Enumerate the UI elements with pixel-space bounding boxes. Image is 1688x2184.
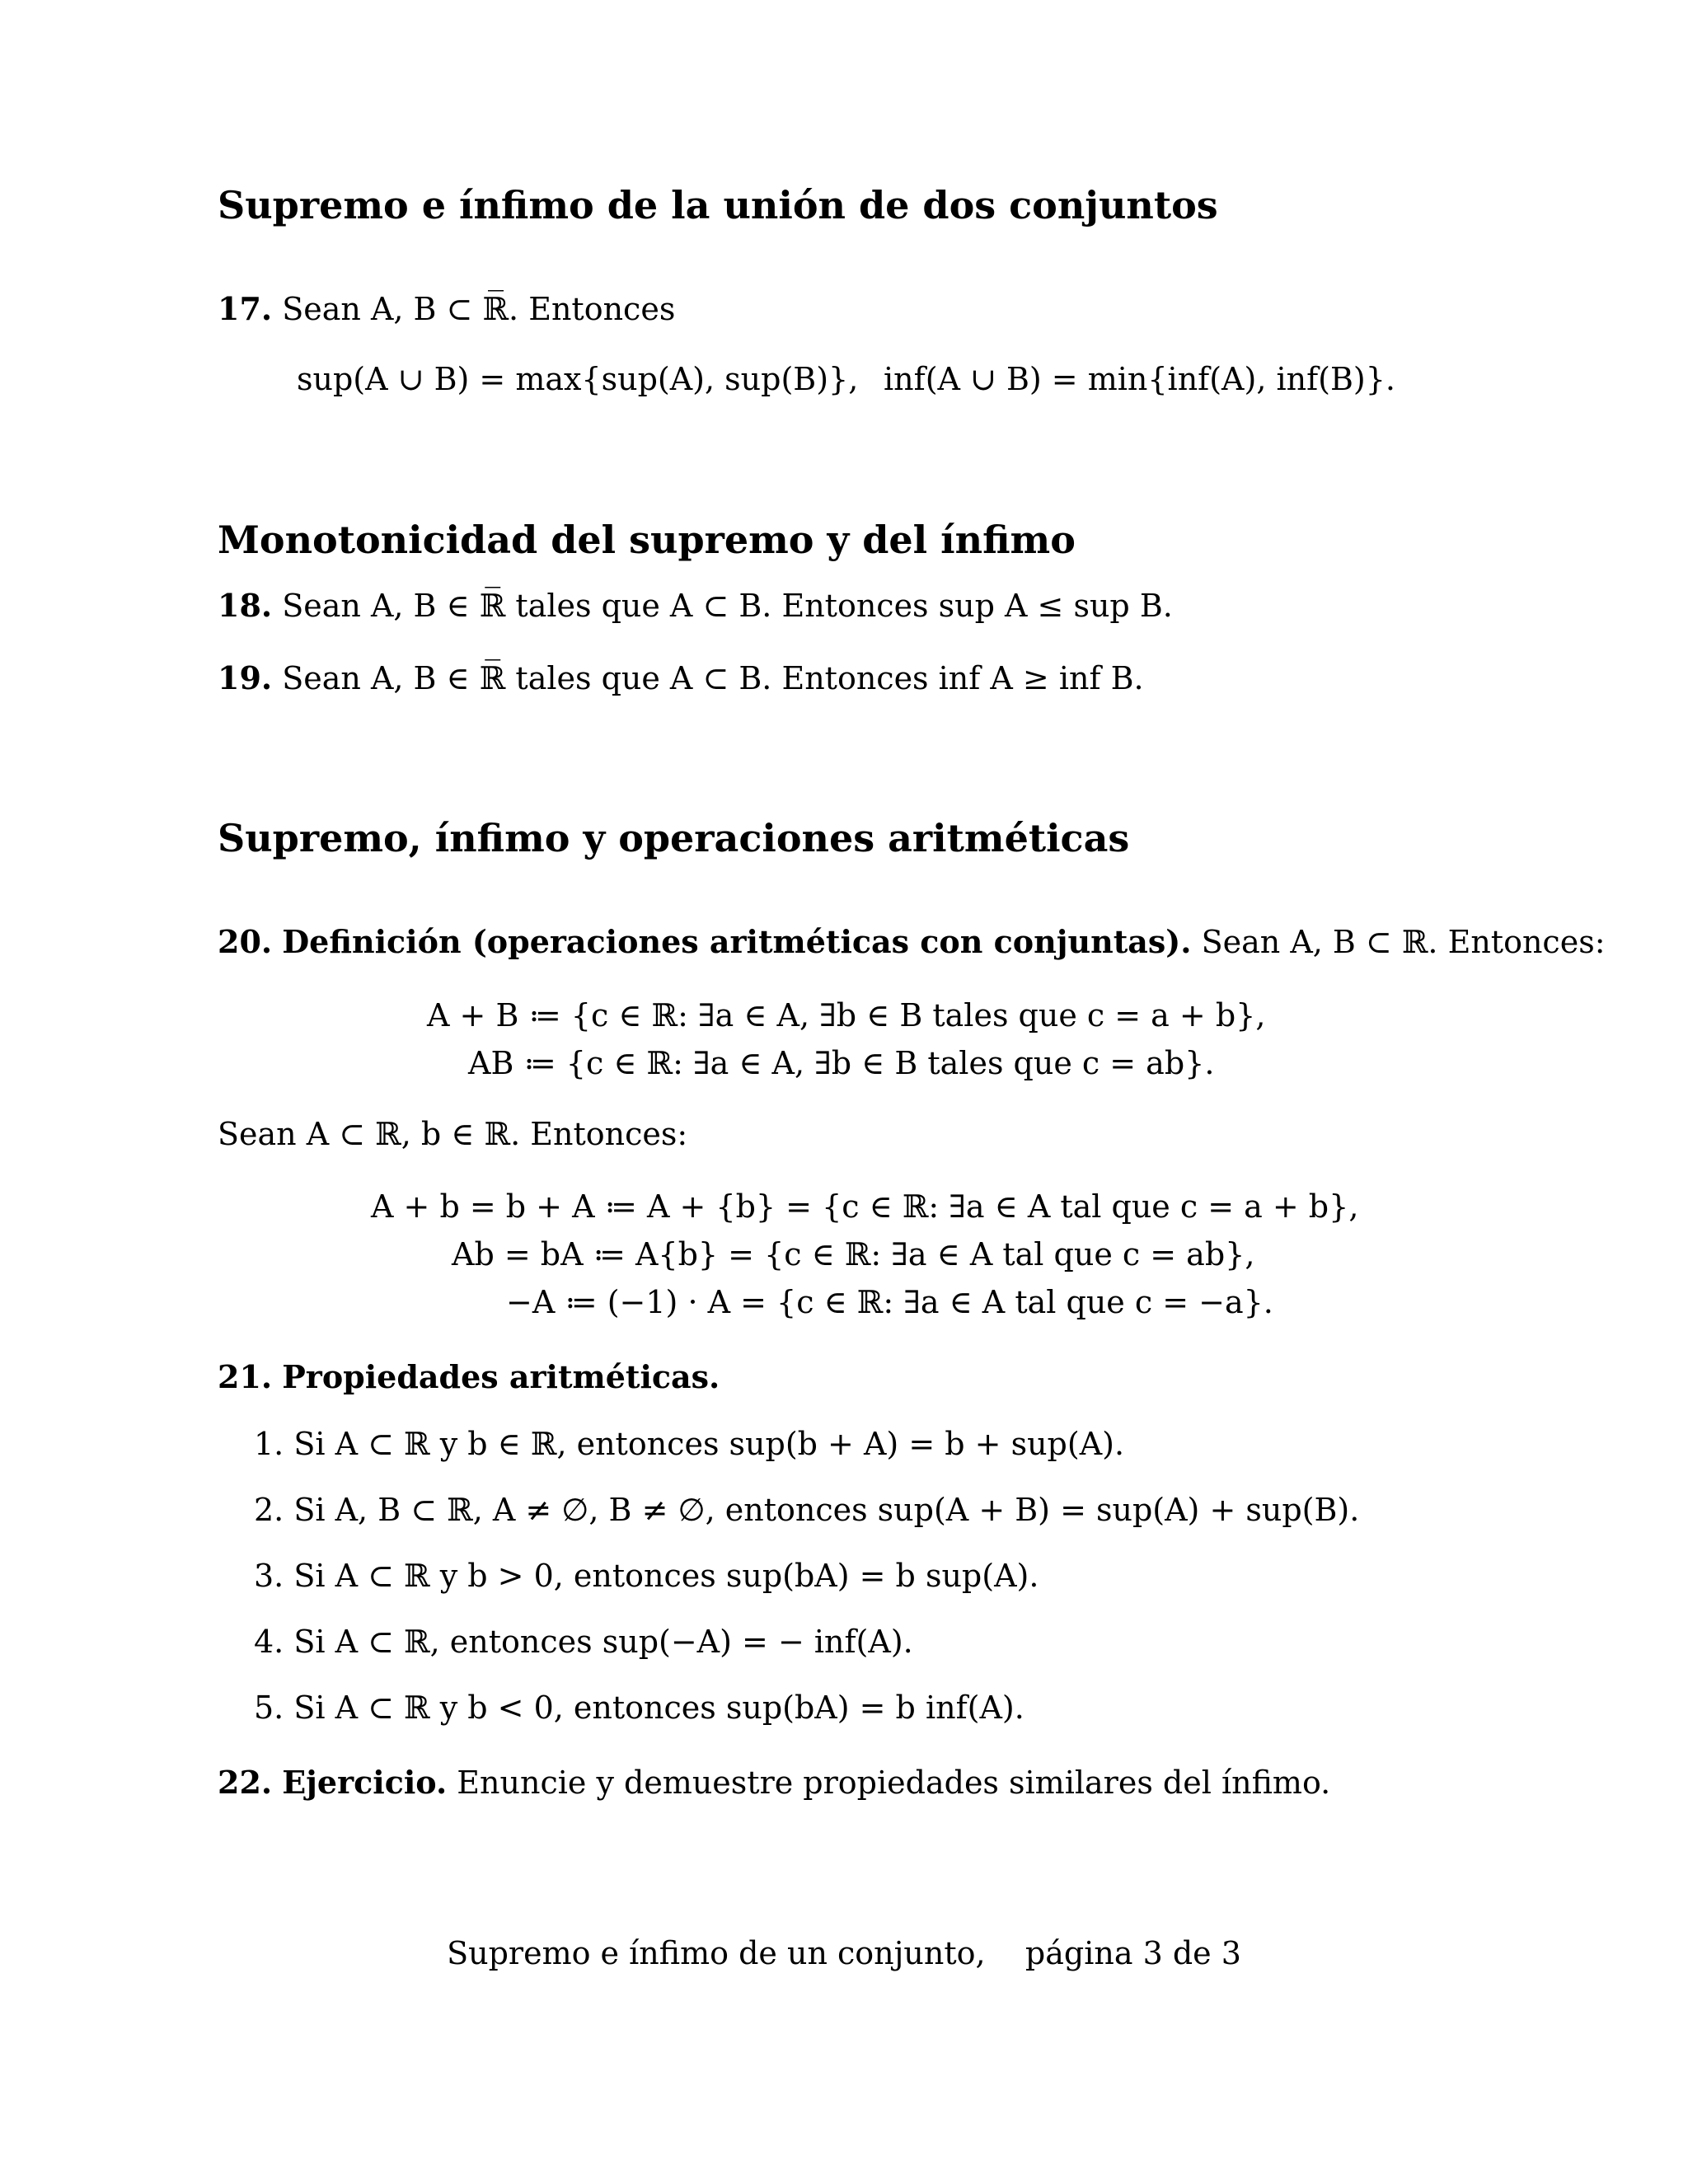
item-22-text: Enuncie y demuestre propiedades similares del ínfimo. (457, 1765, 1331, 1801)
item-18-text: Sean A, B ∈ ℝ̅ tales que A ⊂ B. Entonces sup A ≤ sup B. (282, 588, 1173, 624)
item-20-text: Sean A, B ⊂ ℝ. Entonces: (1201, 924, 1606, 960)
section-title-monotonicity: Monotonicidad del supremo y del ínfimo (218, 518, 1076, 562)
equation-scale: Ab = bA ≔ A{b} = {c ∈ ℝ: ∃a ∈ A tal que c = ab}, (452, 1236, 1255, 1272)
item-19 (218, 659, 1144, 696)
list-item: 3. Si A ⊂ ℝ y b > 0, entonces sup(bA) = b sup(A). (254, 1558, 1039, 1594)
item-19-text: Sean A, B ∈ ℝ̅ tales que A ⊂ B. Entonces inf A ≥ inf B. (282, 660, 1144, 696)
item-22-number: 22. (218, 1764, 273, 1801)
list-item: 4. Si A ⊂ ℝ, entonces sup(−A) = − inf(A). (254, 1624, 913, 1660)
item-17-text: Sean A, B ⊂ ℝ̅. Entonces (282, 291, 676, 327)
item-21-heading: Propiedades aritméticas. (282, 1358, 720, 1395)
item-20-heading: Definición (operaciones aritméticas con conjuntas). (282, 923, 1192, 960)
list-item: 1. Si A ⊂ ℝ y b ∈ ℝ, entonces sup(b + A) = b + sup(A). (254, 1426, 1125, 1462)
item-17-number: 17. (218, 290, 273, 327)
equation-negation: −A ≔ (−1) · A = {c ∈ ℝ: ∃a ∈ A tal que c = −a}. (506, 1284, 1273, 1320)
list-item: 5. Si A ⊂ ℝ y b < 0, entonces sup(bA) = b inf(A). (254, 1690, 1025, 1726)
equation-inf-union: inf(A ∪ B) = min{inf(A), inf(B)}. (884, 361, 1396, 397)
equation-set-product: AB ≔ {c ∈ ℝ: ∃a ∈ A, ∃b ∈ B tales que c = ab}. (468, 1045, 1215, 1081)
page-footer: Supremo e ínfimo de un conjunto, página 3 de 3 (447, 1935, 1241, 1971)
list-item: 2. Si A, B ⊂ ℝ, A ≠ ∅, B ≠ ∅, entonces sup(A + B) = sup(A) + sup(B). (254, 1492, 1360, 1528)
equation-set-sum: A + B ≔ {c ∈ ℝ: ∃a ∈ A, ∃b ∈ B tales que c = a + b}, (427, 997, 1266, 1033)
item-20-text-2: Sean A ⊂ ℝ, b ∈ ℝ. Entonces: (218, 1116, 688, 1152)
section-title-arithmetic: Supremo, ínfimo y operaciones aritméticas (218, 816, 1130, 860)
item-18-number: 18. (218, 587, 273, 624)
section-title-union: Supremo e ínfimo de la unión de dos conjuntos (218, 183, 1218, 227)
item-19-number: 19. (218, 659, 273, 696)
equation-sup-union: sup(A ∪ B) = max{sup(A), sup(B)}, (297, 361, 859, 397)
item-21-number: 21. (218, 1358, 273, 1395)
item-22-heading: Ejercicio. (282, 1764, 448, 1801)
item-18 (218, 587, 1173, 624)
item-22 (218, 1764, 1330, 1801)
equation-translate: A + b = b + A ≔ A + {b} = {c ∈ ℝ: ∃a ∈ A tal que c = a + b}, (371, 1188, 1359, 1225)
item-17 (218, 290, 675, 327)
item-21 (218, 1358, 720, 1395)
item-20-number: 20. (218, 923, 273, 960)
item-20 (218, 923, 1606, 960)
